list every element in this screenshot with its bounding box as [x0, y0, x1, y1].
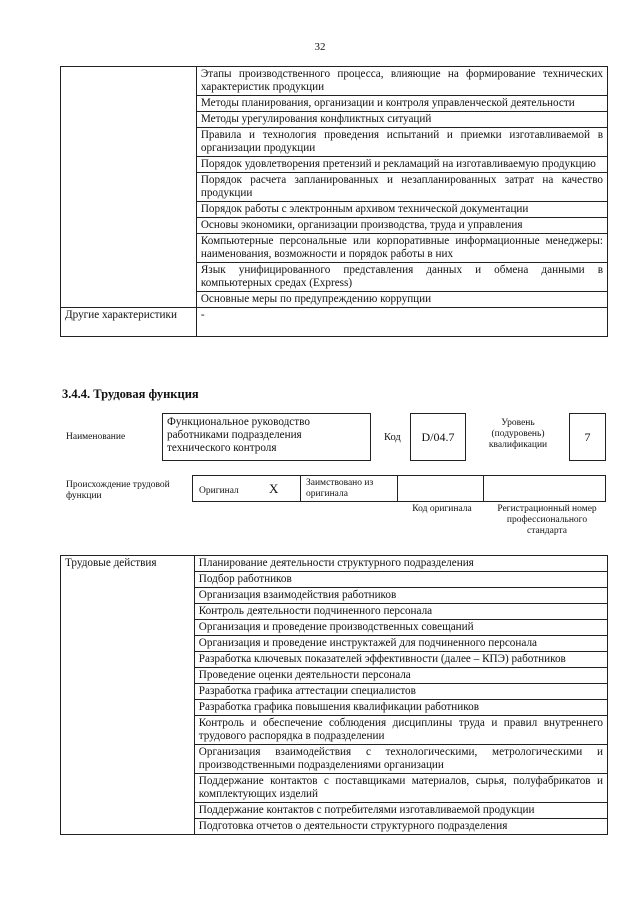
- labor-action-item: Поддержание контактов с поставщиками материалов, сырья, полуфабрикатов и комплектующих изделий: [194, 774, 607, 803]
- knowledge-item: Язык унифицированного представления данных и обмена данными в компьютерных средах (Express): [196, 263, 607, 292]
- knowledge-item: Основные меры по предупреждению коррупции: [196, 292, 607, 308]
- section-title: 3.4.4. Трудовая функция: [62, 387, 199, 401]
- other-characteristics-value: -: [196, 308, 607, 337]
- name-value: Функциональное руководство работниками подразделения технического контроля: [162, 413, 371, 461]
- knowledge-item: Порядок удовлетворения претензий и рекламаций на изготавливаемую продукцию: [196, 157, 607, 173]
- labor-action-item: Разработка ключевых показателей эффективности (далее – КПЭ) работников: [194, 652, 607, 668]
- knowledge-item: Компьютерные персональные или корпоративные информационные менеджеры: наименования, возможности и порядок работы в них: [196, 234, 607, 263]
- origin-label: Происхождение трудовой функции: [66, 480, 170, 501]
- knowledge-item: Этапы производственного процесса, влияющие на формирование технических характеристик продукции: [196, 67, 607, 96]
- original-mark: X: [269, 481, 279, 496]
- labor-action-item: Подготовка отчетов о деятельности структурного подразделения: [194, 819, 607, 835]
- labor-action-item: Организация взаимодействия работников: [194, 588, 607, 604]
- level-value: 7: [569, 413, 606, 461]
- labor-action-item: Разработка графика аттестации специалистов: [194, 684, 607, 700]
- labor-action-item: Контроль и обеспечение соблюдения дисциплины труда и правил внутреннего трудового распорядка в подразделении: [194, 716, 607, 745]
- knowledge-item: Основы экономики, организации производства, труда и управления: [196, 218, 607, 234]
- other-characteristics-label: Другие характеристики: [61, 308, 197, 337]
- labor-action-item: Организация и проведение производственных совещаний: [194, 620, 607, 636]
- labor-actions-table: [60, 555, 608, 835]
- labor-action-item: Подбор работников: [194, 572, 607, 588]
- knowledge-item: Порядок расчета запланированных и незапланированных затрат на качество продукции: [196, 173, 607, 202]
- code-label: Код: [384, 432, 401, 443]
- knowledge-item: Правила и технология проведения испытаний и приемки изготавливаемой в организации продукции: [196, 128, 607, 157]
- labor-action-item: Планирование деятельности структурного подразделения: [194, 556, 607, 572]
- knowledge-item: Методы планирования, организации и контроля управленческой деятельности: [196, 96, 607, 112]
- level-label: Уровень (подуровень) квалификации: [488, 418, 548, 450]
- code-original-caption: Код оригинала: [412, 504, 472, 514]
- original-label: Оригинал: [199, 486, 239, 496]
- labor-actions-label: Трудовые действия: [61, 556, 195, 835]
- labor-action-item: Разработка графика повышения квалификации работников: [194, 700, 607, 716]
- page-number: 32: [314, 41, 326, 53]
- reg-number-caption: Регистрационный номер профессионального стандарта: [497, 504, 597, 536]
- labor-action-item: Поддержание контактов с потребителями изготавливаемой продукции: [194, 803, 607, 819]
- labor-action-item: Контроль деятельности подчиненного персонала: [194, 604, 607, 620]
- name-label: Наименование: [66, 432, 126, 442]
- borrowed-label: Заимствовано из оригинала: [306, 478, 374, 499]
- labor-action-item: Проведение оценки деятельности персонала: [194, 668, 607, 684]
- empty-label-cell: [61, 67, 197, 308]
- knowledge-table: [60, 66, 608, 337]
- code-value: D/04.7: [410, 413, 466, 461]
- code-original-cell: [397, 475, 484, 502]
- labor-action-item: Организация взаимодействия с технологическими, метрологическими и производственными подразделениями организации: [194, 745, 607, 774]
- labor-action-item: Организация и проведение инструктажей для подчиненного персонала: [194, 636, 607, 652]
- knowledge-item: Порядок работы с электронным архивом технической документации: [196, 202, 607, 218]
- knowledge-item: Методы урегулирования конфликтных ситуаций: [196, 112, 607, 128]
